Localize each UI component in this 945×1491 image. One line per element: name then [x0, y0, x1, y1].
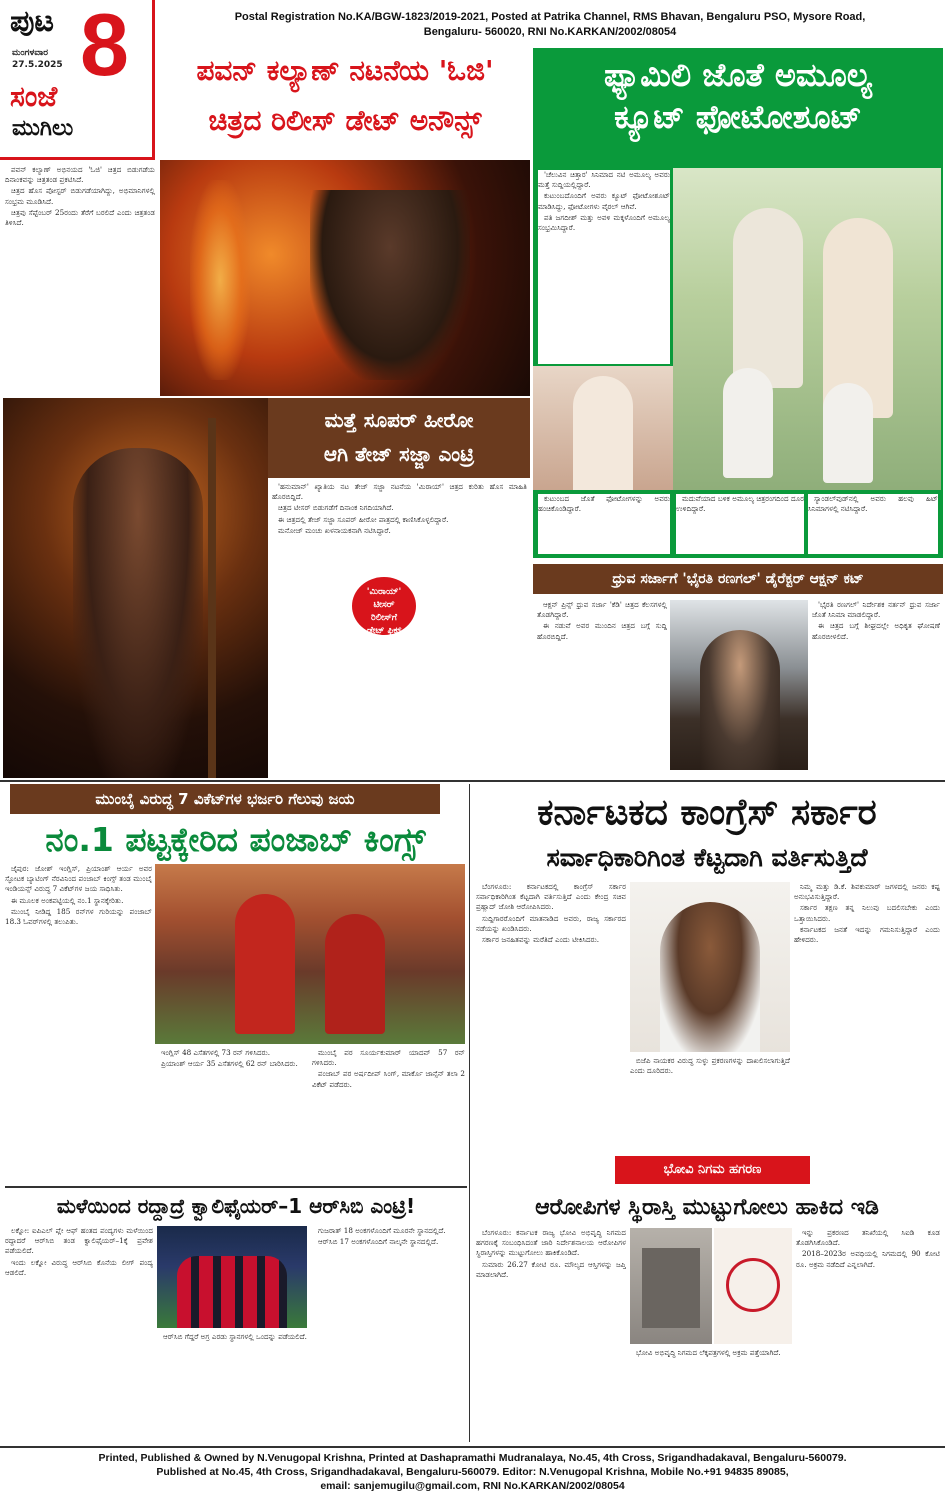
tej-headline-line-2: ಆಗಿ ತೇಜ್ ಸಜ್ಜಾ ಎಂಟ್ರಿ: [323, 442, 475, 466]
rain-col-3: [157, 1332, 307, 1442]
footer-line-1: Printed, Published & Owned by N.Venugopal Krishna, Printed at Dashapramathi Mudranalaya, No.45, 4th Cross, Srigandhadakaval, Bengaluru-560079.: [98, 1452, 847, 1464]
punjab-subheadline: ಮುಂಬೈ ವಿರುದ್ಧ 7 ವಿಕೆಟ್‌ಗಳ ಭರ್ಜರಿ ಗೆಲುವು ಜಯ: [10, 784, 440, 814]
ed-headline: ಆರೋಪಿಗಳ ಸ್ಥಿರಾಸ್ತಿ ಮುಟ್ಟುಗೋಲು ಹಾಕಿದ ಇಡಿ: [535, 1195, 879, 1220]
brand-bottom: ಮುಗಿಲು: [12, 116, 74, 141]
ed-emblem-icon: [726, 1258, 780, 1312]
ed-para-4: ಇನ್ನು ಪ್ರಕರಣದ ತನಿಖೆಯಲ್ಲಿ ಸಿಐಡಿ ಕೂಡ ತೊಡಗಿಸಿಕೊಂಡಿದೆ.: [796, 1228, 940, 1248]
rain-para-5: ಆರ್‌ಸಿಬಿ ಗೆದ್ದರೆ ಅಗ್ರ ಎರಡು ಸ್ಥಾನಗಳಲ್ಲಿ ಒಂದನ್ನು ಪಡೆಯಲಿದೆ.: [163, 1332, 307, 1341]
amulya-col-2: [538, 494, 670, 554]
dhruva-headline: ಧ್ರುವ ಸರ್ಜಾಗೆ 'ಭೈರತಿ ರಣಗಲ್' ಡೈರೆಕ್ಟರ್ ಆಕ್ಷನ್ ಕಟ್: [533, 564, 943, 594]
weekday: ಮಂಗಳವಾರ: [12, 48, 49, 58]
punjab-col-1: [5, 864, 152, 1176]
congress-para-7: ಕರ್ನಾಟಕದ ಜನತೆ ಇದನ್ನು ಗಮನಿಸುತ್ತಿದ್ದಾರೆ ಎಂದು ಹೇಳಿದರು.: [794, 924, 940, 945]
figure-batsman-2: [325, 914, 385, 1034]
punjab-para-6: ಮುಂಬೈ ಪರ ಸೂರ್ಯಕುಮಾರ್ ಯಾದವ್ 57 ರನ್ ಗಳಿಸಿದರು.: [312, 1048, 465, 1068]
rain-col-1: [5, 1226, 153, 1442]
congress-col-2: [630, 1056, 790, 1150]
dhruva-para-4: ಈ ಚಿತ್ರದ ಬಗ್ಗೆ ಶೀಘ್ರದಲ್ಲೇ ಅಧಿಕೃತ ಘೋಷಣೆ ಹೊರಬೀಳಲಿದೆ.: [812, 621, 940, 641]
dhruva-para-1: ಆಕ್ಷನ್ ಪ್ರಿನ್ಸ್ ಧ್ರುವ ಸರ್ಜಾ 'ಕೆಡಿ' ಚಿತ್ರದ ಕೆಲಸಗಳಲ್ಲಿ ತೊಡಗಿದ್ದಾರೆ.: [537, 600, 667, 620]
congress-col-3: [794, 882, 940, 1150]
punjab-col-3: [312, 1048, 465, 1176]
imprint-footer: [0, 1446, 945, 1491]
congress-para-4: ಬಿಜೆಪಿ ನಾಯಕರ ವಿರುದ್ಧ ಸುಳ್ಳು ಪ್ರಕರಣಗಳನ್ನು ದಾಖಲಿಸಲಾಗುತ್ತಿದೆ ಎಂದು ದೂರಿದರು.: [630, 1056, 790, 1076]
rain-para-4: ಆರ್‌ಸಿಬಿ 17 ಅಂಕಗಳೊಂದಿಗೆ ನಾಲ್ಕನೇ ಸ್ಥಾನದಲ್ಲಿದೆ.: [318, 1237, 439, 1247]
congress-headline-line-1: ಕರ್ನಾಟಕದ ಕಾಂಗ್ರೆಸ್ ಸರ್ಕಾರ: [537, 792, 877, 833]
amulya-col3-para: ಮದುವೆಯಾದ ಬಳಿಕ ಅಮೂಲ್ಯ ಚಿತ್ರರಂಗದಿಂದ ದೂರ ಉಳಿದಿದ್ದಾರೆ.: [676, 494, 804, 514]
figure-husband: [733, 208, 803, 388]
og-para-1: ಪವನ್ ಕಲ್ಯಾಣ್ ಅಭಿನಯದ 'ಓಜಿ' ಚಿತ್ರದ ಬಿಡುಗಡೆಯ ದಿನಾಂಕವನ್ನು ಚಿತ್ರತಂಡ ಪ್ರಕಟಿಸಿದೆ.: [5, 165, 155, 185]
badge-line-1: 'ಮಿರಾಯ್': [366, 587, 402, 597]
punjab-para-3: ಮುಂಬೈ ನೀಡಿದ್ದ 185 ರನ್‌ಗಳ ಗುರಿಯನ್ನು ಪಂಜಾಬ್ 18.3 ಓವರ್‌ಗಳಲ್ಲಿ ತಲುಪಿತು.: [5, 906, 152, 927]
amulya-para-1: 'ಚೆಲುವಿನ ಚಿತ್ತಾರ' ಸಿನಿಮಾದ ನಟಿ ಅಮೂಲ್ಯ ಅವರು ಮತ್ತೆ ಸುದ್ದಿಯಲ್ಲಿದ್ದಾರೆ.: [538, 170, 670, 190]
og-para-3: ಚಿತ್ರವು ಸೆಪ್ಟೆಂಬರ್ 25ರಂದು ತೆರೆಗೆ ಬರಲಿದೆ ಎಂದು ಚಿತ್ರತಂಡ ತಿಳಿಸಿದೆ.: [5, 207, 155, 228]
amulya-col-4: [808, 494, 938, 554]
badge-line-4: ಡೇಟ್ ಫಿಕ್ಸ್: [366, 626, 402, 636]
ed-col-3: [796, 1228, 940, 1442]
footer-line-2: Published at No.45, 4th Cross, Srigandhadakaval, Bengaluru-560079. Editor: N.Venugopal Krishna, Mobile No.+91 94835 89085,: [156, 1466, 789, 1478]
og-article-body: [5, 165, 155, 395]
actor-figure: [310, 190, 470, 380]
figure-politician: [660, 902, 760, 1052]
amulya-headline-line-1: ಫ್ಯಾಮಿಲಿ ಜೊತೆ ಅಮೂಲ್ಯ: [603, 56, 872, 94]
fire-effect: [190, 180, 250, 380]
congress-para-6: ಸರ್ಕಾರ ತಕ್ಷಣ ತನ್ನ ನಿಲುವು ಬದಲಿಸಬೇಕು ಎಂದು ಒತ್ತಾಯಿಸಿದರು.: [794, 903, 940, 923]
amulya-col2-para: ಕುಟುಂಬದ ಜೊತೆ ಫೋಟೋಗಳನ್ನು ಅವರು ಹಂಚಿಕೊಂಡಿದ್ದಾರೆ.: [538, 494, 670, 514]
tej-para-4: ಮನೋಜ್ ಮಂಚು ಖಳನಾಯಕನಾಗಿ ನಟಿಸಿದ್ದಾರೆ.: [278, 525, 391, 535]
congress-para-3: ಸರ್ಕಾರ ಜನಹಿತವನ್ನು ಮರೆತಿದೆ ಎಂದು ಟೀಕಿಸಿದರು.: [482, 935, 600, 945]
section-divider: [0, 780, 945, 782]
punjab-para-7: ಪಂಜಾಬ್ ಪರ ಅರ್ಷದೀಪ್ ಸಿಂಗ್, ಮಾರ್ಕೊ ಜಾನ್ಸೆನ್ ತಲಾ 2 ವಿಕೆಟ್ ಪಡೆದರು.: [312, 1069, 465, 1089]
ed-para-2: ಸುಮಾರು 26.27 ಕೋಟಿ ರೂ. ಮೌಲ್ಯದ ಆಸ್ತಿಗಳನ್ನು ಜಪ್ತಿ ಮಾಡಲಾಗಿದೆ.: [476, 1259, 626, 1279]
postal-line-1: Postal Registration No.KA/BGW-1823/2019-2021, Posted at Patrika Channel, RMS Bhavan, Bengaluru PSO, Mysore Road,: [234, 11, 866, 23]
figure-director: [700, 630, 780, 770]
pralhad-joshi-photo: [630, 882, 790, 1052]
badge-line-3: ರಿಲೀಸ್‌ಗೆ: [370, 613, 397, 623]
rcb-team-photo: [157, 1226, 307, 1328]
congress-para-2: ಸುದ್ದಿಗಾರರೊಂದಿಗೆ ಮಾತನಾಡಿದ ಅವರು, ರಾಜ್ಯ ಸರ್ಕಾರದ ನಡೆಯನ್ನು ಖಂಡಿಸಿದರು.: [476, 913, 626, 933]
rain-para-3: ಗುಜರಾತ್ 18 ಅಂಕಗಳೊಂದಿಗೆ ಮೂರನೇ ಸ್ಥಾನದಲ್ಲಿದೆ.: [318, 1226, 446, 1235]
punjab-para-1: ಜೈಪುರ: ಜೋಶ್ ಇಂಗ್ಲಿಸ್, ಪ್ರಿಯಾಂಶ್ ಆರ್ಯ ಅವರ ಸ್ಫೋಟಕ ಬ್ಯಾಟಿಂಗ್ ನೆರವಿನಿಂದ ಪಂಜಾಬ್ ಕಿಂಗ್ಸ್ ತಂಡ ಮುಂಬೈ ಇಂಡಿಯನ್ಸ್ ವಿರುದ್ಧ 7 ವಿಕೆಟ್‌ಗಳ ಜಯ ಸಾಧಿಸಿತು.: [5, 864, 152, 894]
og-headline-line-1: ಪವನ್ ಕಲ್ಯಾಣ್ ನಟನೆಯ 'ಓಜಿ': [196, 54, 494, 87]
amulya-headline: [533, 54, 943, 138]
amulya-col-1: [538, 170, 670, 364]
masthead: [0, 0, 155, 160]
amulya-para-3: ಪತಿ ಜಗದೀಶ್ ಮತ್ತು ಅವಳಿ ಮಕ್ಕಳೊಂದಿಗೆ ಅಮೂಲ್ಯ ಸಂಭ್ರಮಿಸಿದ್ದಾರೆ.: [538, 212, 670, 233]
og-headline-line-2: ಚಿತ್ರದ ರಿಲೀಸ್ ಡೇಟ್ ಅನೌನ್ಸ್: [208, 104, 482, 137]
postal-registration: [165, 10, 935, 40]
amulya-portrait-photo: [533, 366, 673, 490]
building-shape: [642, 1248, 700, 1328]
tej-sajja-photo: [3, 398, 268, 778]
punjab-para-5: ಪ್ರಿಯಾಂಶ್ ಆರ್ಯ 35 ಎಸೆತಗಳಲ್ಲಿ 62 ರನ್ ಬಾರಿಸಿದರು.: [161, 1059, 298, 1069]
mirai-teaser-badge: [350, 575, 418, 637]
figure-rcb-players: [177, 1256, 287, 1328]
director-portrait-photo: [670, 600, 808, 770]
column-divider: [469, 784, 470, 1442]
badge-line-2: ಟೀಸರ್: [373, 600, 395, 610]
punjab-col-2: [155, 1048, 307, 1176]
og-headline: [160, 50, 530, 158]
page-number: 8: [80, 0, 129, 94]
dhruva-para-2: ಈ ನಡುವೆ ಅವರ ಮುಂದಿನ ಚಿತ್ರದ ಬಗ್ಗೆ ಸುದ್ದಿ ಹೊರಬಿದ್ದಿದೆ.: [537, 621, 667, 641]
amulya-col4-para: ಸ್ಯಾಂಡಲ್‌ವುಡ್‌ನಲ್ಲಿ ಅವರು ಹಲವು ಹಿಟ್ ಸಿನಿಮಾಗಳಲ್ಲಿ ನಟಿಸಿದ್ದಾರೆ.: [808, 494, 938, 514]
dhruva-para-3: 'ಭೈರತಿ ರಣಗಲ್' ನಿರ್ದೇಶಕ ನರ್ತನ್ ಧ್ರುವ ಸರ್ಜಾ ಜೊತೆ ಸಿನಿಮಾ ಮಾಡಲಿದ್ದಾರೆ.: [812, 600, 940, 620]
og-movie-photo: [160, 160, 530, 396]
congress-para-5: ನಿಮ್ಮ ಮತ್ತು ಡಿ.ಕೆ. ಶಿವಕುಮಾರ್ ಜಗಳದಲ್ಲಿ ಜನರು ಕಷ್ಟ ಅನುಭವಿಸುತ್ತಿದ್ದಾರೆ.: [794, 882, 940, 902]
postal-line-2: Bengaluru- 560020, RNI No.KARKAN/2002/08054: [423, 26, 677, 38]
punjab-match-photo: [155, 864, 465, 1044]
congress-para-1: ಬೆಂಗಳೂರು: ಕರ್ನಾಟಕದಲ್ಲಿ ಕಾಂಗ್ರೆಸ್ ಸರ್ಕಾರ ಸರ್ವಾಧಿಕಾರಿಗಿಂತ ಕೆಟ್ಟದಾಗಿ ವರ್ತಿಸುತ್ತಿದೆ ಎಂದು ಕೇಂದ್ರ ಸಚಿವ ಪ್ರಹ್ಲಾದ್ ಜೋಶಿ ಆರೋಪಿಸಿದರು.: [476, 882, 626, 912]
brand-top: ಸಂಜೆ: [10, 80, 58, 113]
ed-emblem-photo: [714, 1228, 792, 1344]
footer-line-3: email: sanjemugilu@gmail.com, RNI No.KARKAN/2002/08054: [320, 1480, 625, 1491]
figure-child-2: [823, 383, 873, 483]
punjab-para-2: ಈ ಮೂಲಕ ಅಂಕಪಟ್ಟಿಯಲ್ಲಿ ನಂ.1 ಸ್ಥಾನಕ್ಕೇರಿತು.: [11, 895, 124, 905]
ed-para-1: ಬೆಂಗಳೂರು: ಕರ್ನಾಟಕ ರಾಜ್ಯ ಭೋವಿ ಅಭಿವೃದ್ಧಿ ನಿಗಮದ ಹಗರಣಕ್ಕೆ ಸಂಬಂಧಿಸಿದಂತೆ ಜಾರಿ ನಿರ್ದೇಶನಾಲಯ ಆರೋಪಿಗಳ ಸ್ಥಿರಾಸ್ತಿಗಳನ್ನು ಮುಟ್ಟುಗೋಲು ಹಾಕಿಕೊಂಡಿದೆ.: [476, 1228, 626, 1258]
amulya-family-photo: [673, 168, 941, 490]
congress-col-1: [476, 882, 626, 1150]
congress-headline-line-2: ಸರ್ವಾಧಿಕಾರಿಗಿಂತ ಕೆಟ್ಟದಾಗಿ ವರ್ತಿಸುತ್ತಿದೆ: [546, 843, 868, 872]
ed-para-3: ಭೋವಿ ಅಭಿವೃದ್ಧಿ ನಿಗಮದ ಲೆಕ್ಕಪತ್ರಗಳಲ್ಲಿ ಅಕ್ರಮ ಪತ್ತೆಯಾಗಿದೆ.: [636, 1348, 781, 1357]
staff-prop: [208, 418, 216, 778]
tej-para-2: ಚಿತ್ರದ ಟೀಸರ್ ಬಿಡುಗಡೆಗೆ ದಿನಾಂಕ ನಿಗದಿಯಾಗಿದೆ.: [278, 503, 394, 513]
figure-child-1: [723, 368, 773, 478]
figure-batsman-1: [235, 894, 295, 1034]
amulya-para-2: ಕುಟುಂಬದೊಂದಿಗೆ ಅವರು ಕ್ಯೂಟ್ ಫೋಟೋಶೂಟ್ ಮಾಡಿಸಿದ್ದು, ಫೋಟೋಗಳು ವೈರಲ್ ಆಗಿವೆ.: [538, 191, 670, 211]
rain-para-2: ಇಂದು ಲಕ್ನೋ ವಿರುದ್ಧ ಆರ್‌ಸಿಬಿ ಕೊನೆಯ ಲೀಗ್ ಪಂದ್ಯ ಆಡಲಿದೆ.: [5, 1257, 153, 1277]
ed-col-1: [476, 1228, 626, 1442]
amulya-headline-line-2: ಕ್ಯೂಟ್ ಫೋಟೋಶೂಟ್: [614, 98, 862, 136]
rain-para-1: ಲಕ್ನೋ: ಐಪಿಎಲ್ ಪ್ಲೇ ಆಫ್ ಹಂತದ ಪಂದ್ಯಗಳು ಮಳೆಯಿಂದ ರದ್ದಾದರೆ ಆರ್‌ಸಿಬಿ ತಂಡ ಕ್ವಾಲಿಫೈಯರ್–1ಕ್ಕೆ ಪ್ರವೇಶ ಪಡೆಯಲಿದೆ.: [5, 1226, 153, 1256]
ed-subheadline: ಭೋವಿ ನಿಗಮ ಹಗರಣ: [615, 1156, 810, 1184]
ed-col-2: [630, 1348, 792, 1442]
amulya-feature: [533, 48, 943, 558]
punjab-para-4: ಇಂಗ್ಲಿಸ್ 48 ಎಸೆತಗಳಲ್ಲಿ 73 ರನ್ ಗಳಿಸಿದರು.: [161, 1048, 271, 1057]
issue-date: 27.5.2025: [12, 60, 63, 70]
rain-headline: ಮಳೆಯಿಂದ ರದ್ದಾದ್ರೆ ಕ್ವಾಲಿಫೈಯರ್–1 ಆರ್‌ಸಿಬಿ ಎಂಟ್ರಿ!: [5, 1186, 467, 1222]
ed-office-photo: [630, 1228, 712, 1344]
tej-para-1: 'ಹನುಮಾನ್' ಖ್ಯಾತಿಯ ನಟ ತೇಜ್ ಸಜ್ಜಾ ನಟನೆಯ 'ಮಿರಾಯ್' ಚಿತ್ರದ ಕುರಿತು ಹೊಸ ಮಾಹಿತಿ ಹೊರಬಿದ್ದಿದೆ.: [272, 482, 527, 502]
figure-amulya-portrait: [573, 376, 633, 490]
punjab-headline: ನಂ.1 ಪಟ್ಟಕ್ಕೇರಿದ ಪಂಜಾಬ್ ಕಿಂಗ್ಸ್: [45, 820, 426, 859]
tej-headline: [268, 398, 530, 478]
dhruva-col-2: [812, 600, 940, 774]
page-label: ಪುಟ: [10, 4, 55, 39]
actor-figure-tej: [73, 448, 203, 778]
amulya-col-3: [676, 494, 804, 554]
ed-para-5: 2018–2023ರ ಅವಧಿಯಲ್ಲಿ ನಿಗಮದಲ್ಲಿ 90 ಕೋಟಿ ರೂ. ಅಕ್ರಮ ನಡೆದಿದೆ ಎನ್ನಲಾಗಿದೆ.: [796, 1249, 940, 1269]
tej-para-3: ಈ ಚಿತ್ರದಲ್ಲಿ ತೇಜ್ ಸಜ್ಜಾ ಸೂಪರ್ ಹೀರೋ ಪಾತ್ರದಲ್ಲಿ ಕಾಣಿಸಿಕೊಳ್ಳಲಿದ್ದಾರೆ.: [278, 514, 449, 524]
dhruva-col-1: [537, 600, 667, 774]
og-para-2: ಚಿತ್ರದ ಹೊಸ ಪೋಸ್ಟರ್ ಬಿಡುಗಡೆಯಾಗಿದ್ದು, ಅಭಿಮಾನಿಗಳಲ್ಲಿ ಸಂಭ್ರಮ ಮೂಡಿಸಿದೆ.: [5, 186, 155, 206]
rain-col-2: [312, 1226, 465, 1442]
tej-headline-line-1: ಮತ್ತೆ ಸೂಪರ್ ಹೀರೋ: [324, 408, 474, 432]
